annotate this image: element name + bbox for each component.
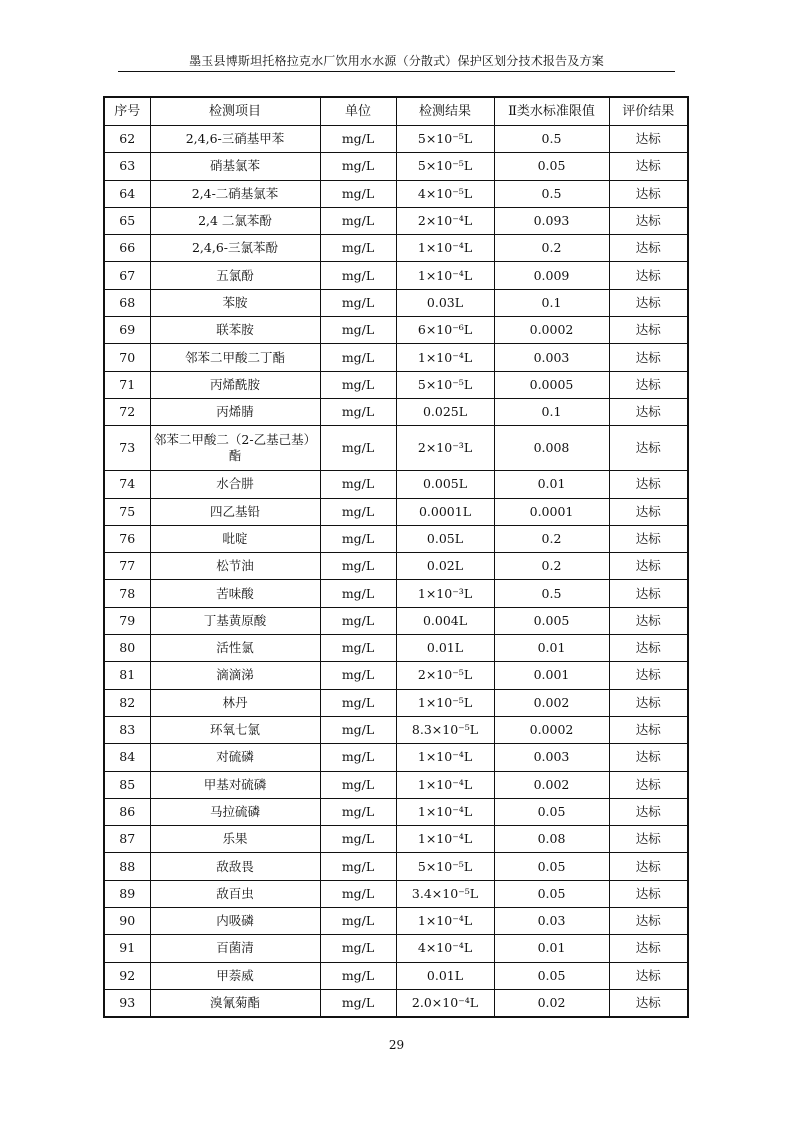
row-number-cell: 83 xyxy=(104,716,150,743)
limit-cell: 0.02 xyxy=(494,989,609,1017)
evaluation-cell: 达标 xyxy=(609,689,688,716)
result-cell: 0.05L xyxy=(396,525,494,552)
result-cell: 0.025L xyxy=(396,398,494,425)
evaluation-cell: 达标 xyxy=(609,853,688,880)
limit-cell: 0.05 xyxy=(494,880,609,907)
row-number-cell: 90 xyxy=(104,908,150,935)
result-cell: 1×10⁻⁴L xyxy=(396,908,494,935)
test-item-cell: 甲基对硫磷 xyxy=(150,771,320,798)
limit-cell: 0.05 xyxy=(494,798,609,825)
table-row xyxy=(104,826,688,853)
limit-cell: 0.1 xyxy=(494,289,609,316)
evaluation-cell: 达标 xyxy=(609,716,688,743)
row-number-cell: 91 xyxy=(104,935,150,962)
result-cell: 1×10⁻⁴L xyxy=(396,344,494,371)
unit-cell: mg/L xyxy=(320,744,396,771)
table-row xyxy=(104,744,688,771)
table-header-row xyxy=(104,97,688,126)
evaluation-cell: 达标 xyxy=(609,498,688,525)
unit-cell: mg/L xyxy=(320,344,396,371)
limit-cell: 0.003 xyxy=(494,744,609,771)
row-number-cell: 85 xyxy=(104,771,150,798)
test-item-cell: 甲萘威 xyxy=(150,962,320,989)
table-row xyxy=(104,908,688,935)
table-row xyxy=(104,153,688,180)
limit-cell: 0.2 xyxy=(494,235,609,262)
table-row xyxy=(104,880,688,907)
unit-cell: mg/L xyxy=(320,962,396,989)
limit-cell: 0.002 xyxy=(494,689,609,716)
test-item-cell: 内吸磷 xyxy=(150,908,320,935)
table-row xyxy=(104,935,688,962)
evaluation-cell: 达标 xyxy=(609,398,688,425)
table-row xyxy=(104,235,688,262)
test-item-cell: 苦味酸 xyxy=(150,580,320,607)
row-number-cell: 64 xyxy=(104,180,150,207)
row-number-cell: 74 xyxy=(104,471,150,498)
test-item-cell: 邻苯二甲酸二（2-乙基己基）酯 xyxy=(150,426,320,471)
limit-cell: 0.01 xyxy=(494,471,609,498)
table-row xyxy=(104,553,688,580)
evaluation-cell: 达标 xyxy=(609,289,688,316)
row-number-cell: 63 xyxy=(104,153,150,180)
result-cell: 4×10⁻⁴L xyxy=(396,935,494,962)
row-number-cell: 66 xyxy=(104,235,150,262)
result-cell: 2.0×10⁻⁴L xyxy=(396,989,494,1017)
row-number-cell: 72 xyxy=(104,398,150,425)
table-row xyxy=(104,716,688,743)
test-item-cell: 乐果 xyxy=(150,826,320,853)
evaluation-cell: 达标 xyxy=(609,580,688,607)
limit-cell: 0.01 xyxy=(494,935,609,962)
unit-cell: mg/L xyxy=(320,180,396,207)
row-number-cell: 86 xyxy=(104,798,150,825)
row-number-cell: 82 xyxy=(104,689,150,716)
limit-cell: 0.03 xyxy=(494,908,609,935)
test-item-cell: 2,4 二氯苯酚 xyxy=(150,207,320,234)
unit-cell: mg/L xyxy=(320,126,396,153)
test-item-cell: 丁基黄原酸 xyxy=(150,607,320,634)
result-cell: 1×10⁻⁴L xyxy=(396,744,494,771)
test-item-cell: 百菌清 xyxy=(150,935,320,962)
limit-cell: 0.009 xyxy=(494,262,609,289)
row-number-cell: 67 xyxy=(104,262,150,289)
water-quality-table xyxy=(103,96,689,1018)
result-cell: 0.01L xyxy=(396,962,494,989)
row-number-cell: 79 xyxy=(104,607,150,634)
test-item-cell: 联苯胺 xyxy=(150,317,320,344)
result-cell: 0.004L xyxy=(396,607,494,634)
limit-cell: 0.5 xyxy=(494,126,609,153)
table-row xyxy=(104,207,688,234)
evaluation-cell: 达标 xyxy=(609,826,688,853)
unit-cell: mg/L xyxy=(320,716,396,743)
result-cell: 8.3×10⁻⁵L xyxy=(396,716,494,743)
limit-cell: 0.0005 xyxy=(494,371,609,398)
limit-cell: 0.05 xyxy=(494,153,609,180)
table-row xyxy=(104,635,688,662)
unit-cell: mg/L xyxy=(320,426,396,471)
evaluation-cell: 达标 xyxy=(609,262,688,289)
column-header-result: 检测结果 xyxy=(396,97,494,126)
row-number-cell: 84 xyxy=(104,744,150,771)
result-cell: 5×10⁻⁵L xyxy=(396,853,494,880)
row-number-cell: 71 xyxy=(104,371,150,398)
result-cell: 0.01L xyxy=(396,635,494,662)
result-cell: 0.02L xyxy=(396,553,494,580)
unit-cell: mg/L xyxy=(320,580,396,607)
evaluation-cell: 达标 xyxy=(609,180,688,207)
row-number-cell: 70 xyxy=(104,344,150,371)
test-item-cell: 林丹 xyxy=(150,689,320,716)
limit-cell: 0.0002 xyxy=(494,716,609,743)
unit-cell: mg/L xyxy=(320,798,396,825)
limit-cell: 0.093 xyxy=(494,207,609,234)
evaluation-cell: 达标 xyxy=(609,426,688,471)
test-item-cell: 四乙基铅 xyxy=(150,498,320,525)
row-number-cell: 89 xyxy=(104,880,150,907)
test-item-cell: 吡啶 xyxy=(150,525,320,552)
evaluation-cell: 达标 xyxy=(609,525,688,552)
limit-cell: 0.01 xyxy=(494,635,609,662)
unit-cell: mg/L xyxy=(320,908,396,935)
unit-cell: mg/L xyxy=(320,498,396,525)
table-row xyxy=(104,426,688,471)
column-header-unit: 单位 xyxy=(320,97,396,126)
unit-cell: mg/L xyxy=(320,689,396,716)
result-cell: 0.005L xyxy=(396,471,494,498)
unit-cell: mg/L xyxy=(320,880,396,907)
running-header: 墨玉县博斯坦托格拉克水厂饮用水水源（分散式）保护区划分技术报告及方案 xyxy=(189,54,604,68)
row-number-cell: 73 xyxy=(104,426,150,471)
limit-cell: 0.5 xyxy=(494,580,609,607)
evaluation-cell: 达标 xyxy=(609,962,688,989)
unit-cell: mg/L xyxy=(320,935,396,962)
evaluation-cell: 达标 xyxy=(609,317,688,344)
row-number-cell: 93 xyxy=(104,989,150,1017)
row-number-cell: 92 xyxy=(104,962,150,989)
table-row xyxy=(104,317,688,344)
evaluation-cell: 达标 xyxy=(609,989,688,1017)
limit-cell: 0.001 xyxy=(494,662,609,689)
result-cell: 5×10⁻⁵L xyxy=(396,126,494,153)
unit-cell: mg/L xyxy=(320,398,396,425)
limit-cell: 0.002 xyxy=(494,771,609,798)
evaluation-cell: 达标 xyxy=(609,235,688,262)
test-item-cell: 活性氯 xyxy=(150,635,320,662)
row-number-cell: 69 xyxy=(104,317,150,344)
row-number-cell: 80 xyxy=(104,635,150,662)
result-cell: 3.4×10⁻⁵L xyxy=(396,880,494,907)
unit-cell: mg/L xyxy=(320,553,396,580)
evaluation-cell: 达标 xyxy=(609,607,688,634)
row-number-cell: 81 xyxy=(104,662,150,689)
test-item-cell: 环氧七氯 xyxy=(150,716,320,743)
evaluation-cell: 达标 xyxy=(609,635,688,662)
limit-cell: 0.0001 xyxy=(494,498,609,525)
evaluation-cell: 达标 xyxy=(609,935,688,962)
table-row xyxy=(104,798,688,825)
result-cell: 0.03L xyxy=(396,289,494,316)
test-item-cell: 滴滴涕 xyxy=(150,662,320,689)
evaluation-cell: 达标 xyxy=(609,744,688,771)
unit-cell: mg/L xyxy=(320,853,396,880)
table-row xyxy=(104,853,688,880)
result-cell: 2×10⁻³L xyxy=(396,426,494,471)
result-cell: 0.0001L xyxy=(396,498,494,525)
unit-cell: mg/L xyxy=(320,289,396,316)
test-item-cell: 对硫磷 xyxy=(150,744,320,771)
limit-cell: 0.0002 xyxy=(494,317,609,344)
result-cell: 4×10⁻⁵L xyxy=(396,180,494,207)
column-header-number: 序号 xyxy=(104,97,150,126)
evaluation-cell: 达标 xyxy=(609,371,688,398)
result-cell: 1×10⁻⁴L xyxy=(396,262,494,289)
evaluation-cell: 达标 xyxy=(609,553,688,580)
evaluation-cell: 达标 xyxy=(609,908,688,935)
table-row xyxy=(104,398,688,425)
limit-cell: 0.05 xyxy=(494,853,609,880)
row-number-cell: 65 xyxy=(104,207,150,234)
test-item-cell: 2,4-二硝基氯苯 xyxy=(150,180,320,207)
limit-cell: 0.008 xyxy=(494,426,609,471)
unit-cell: mg/L xyxy=(320,317,396,344)
unit-cell: mg/L xyxy=(320,471,396,498)
table-row xyxy=(104,771,688,798)
limit-cell: 0.5 xyxy=(494,180,609,207)
row-number-cell: 88 xyxy=(104,853,150,880)
test-item-cell: 丙烯腈 xyxy=(150,398,320,425)
evaluation-cell: 达标 xyxy=(609,471,688,498)
evaluation-cell: 达标 xyxy=(609,207,688,234)
result-cell: 1×10⁻⁴L xyxy=(396,798,494,825)
table-row xyxy=(104,607,688,634)
header-rule xyxy=(118,71,675,72)
test-item-cell: 邻苯二甲酸二丁酯 xyxy=(150,344,320,371)
unit-cell: mg/L xyxy=(320,662,396,689)
limit-cell: 0.003 xyxy=(494,344,609,371)
page-number: 29 xyxy=(388,1038,405,1052)
evaluation-cell: 达标 xyxy=(609,153,688,180)
table-row xyxy=(104,662,688,689)
unit-cell: mg/L xyxy=(320,635,396,662)
test-item-cell: 马拉硫磷 xyxy=(150,798,320,825)
row-number-cell: 62 xyxy=(104,126,150,153)
test-item-cell: 硝基氯苯 xyxy=(150,153,320,180)
result-cell: 5×10⁻⁵L xyxy=(396,371,494,398)
evaluation-cell: 达标 xyxy=(609,798,688,825)
unit-cell: mg/L xyxy=(320,262,396,289)
limit-cell: 0.05 xyxy=(494,962,609,989)
test-item-cell: 水合肼 xyxy=(150,471,320,498)
test-item-cell: 2,4,6-三氯苯酚 xyxy=(150,235,320,262)
test-item-cell: 五氯酚 xyxy=(150,262,320,289)
table-row xyxy=(104,580,688,607)
unit-cell: mg/L xyxy=(320,989,396,1017)
test-item-cell: 敌百虫 xyxy=(150,880,320,907)
test-item-cell: 苯胺 xyxy=(150,289,320,316)
result-cell: 1×10⁻⁵L xyxy=(396,689,494,716)
evaluation-cell: 达标 xyxy=(609,880,688,907)
limit-cell: 0.2 xyxy=(494,553,609,580)
table-row xyxy=(104,289,688,316)
unit-cell: mg/L xyxy=(320,607,396,634)
result-cell: 2×10⁻⁴L xyxy=(396,207,494,234)
test-item-cell: 松节油 xyxy=(150,553,320,580)
column-header-limit: Ⅱ类水标准限值 xyxy=(494,97,609,126)
table-row xyxy=(104,962,688,989)
evaluation-cell: 达标 xyxy=(609,126,688,153)
unit-cell: mg/L xyxy=(320,235,396,262)
result-cell: 1×10⁻⁴L xyxy=(396,771,494,798)
limit-cell: 0.1 xyxy=(494,398,609,425)
test-item-cell: 敌敌畏 xyxy=(150,853,320,880)
table-row xyxy=(104,498,688,525)
result-cell: 6×10⁻⁶L xyxy=(396,317,494,344)
row-number-cell: 75 xyxy=(104,498,150,525)
unit-cell: mg/L xyxy=(320,771,396,798)
result-cell: 2×10⁻⁵L xyxy=(396,662,494,689)
limit-cell: 0.2 xyxy=(494,525,609,552)
result-cell: 1×10⁻⁴L xyxy=(396,235,494,262)
unit-cell: mg/L xyxy=(320,525,396,552)
test-item-cell: 溴氰菊酯 xyxy=(150,989,320,1017)
row-number-cell: 78 xyxy=(104,580,150,607)
unit-cell: mg/L xyxy=(320,153,396,180)
result-cell: 1×10⁻³L xyxy=(396,580,494,607)
unit-cell: mg/L xyxy=(320,826,396,853)
result-cell: 5×10⁻⁵L xyxy=(396,153,494,180)
unit-cell: mg/L xyxy=(320,371,396,398)
table-body xyxy=(104,126,688,1018)
result-cell: 1×10⁻⁴L xyxy=(396,826,494,853)
row-number-cell: 77 xyxy=(104,553,150,580)
table-row xyxy=(104,989,688,1017)
evaluation-cell: 达标 xyxy=(609,771,688,798)
table-row xyxy=(104,371,688,398)
table-row xyxy=(104,525,688,552)
test-item-cell: 2,4,6-三硝基甲苯 xyxy=(150,126,320,153)
row-number-cell: 76 xyxy=(104,525,150,552)
table-row xyxy=(104,126,688,153)
row-number-cell: 87 xyxy=(104,826,150,853)
unit-cell: mg/L xyxy=(320,207,396,234)
row-number-cell: 68 xyxy=(104,289,150,316)
table-row xyxy=(104,344,688,371)
table-row xyxy=(104,471,688,498)
limit-cell: 0.08 xyxy=(494,826,609,853)
table-row xyxy=(104,689,688,716)
limit-cell: 0.005 xyxy=(494,607,609,634)
table-row xyxy=(104,262,688,289)
evaluation-cell: 达标 xyxy=(609,344,688,371)
column-header-evaluation: 评价结果 xyxy=(609,97,688,126)
test-item-cell: 丙烯酰胺 xyxy=(150,371,320,398)
table-row xyxy=(104,180,688,207)
evaluation-cell: 达标 xyxy=(609,662,688,689)
column-header-item: 检测项目 xyxy=(150,97,320,126)
